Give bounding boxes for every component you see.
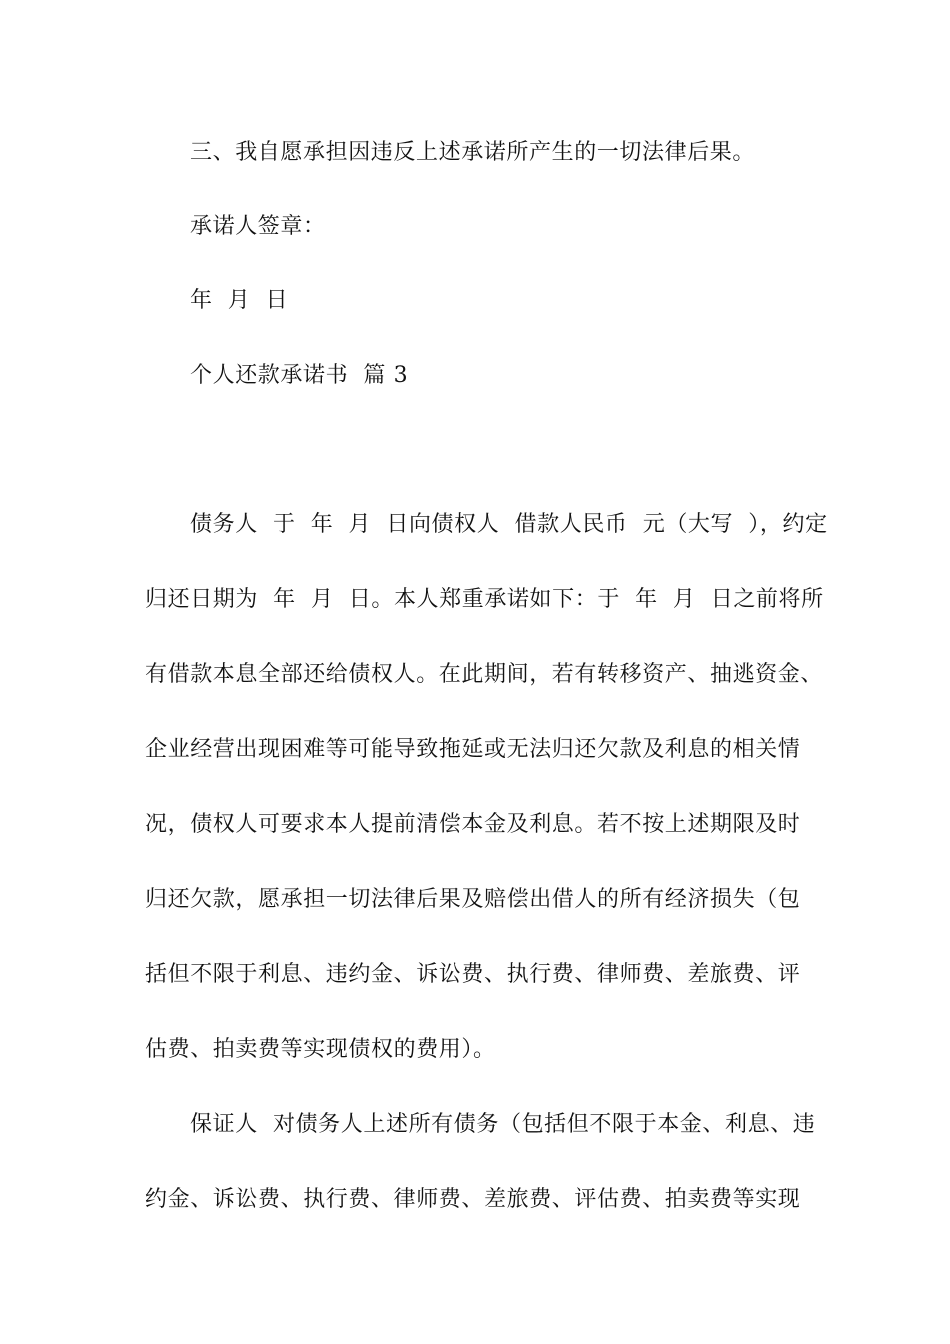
paragraph-line: 归还欠款，愿承担一切法律后果及赔偿出借人的所有经济损失（包 — [145, 887, 801, 912]
signature-label: 承诺人签章： — [190, 214, 326, 239]
section-title: 个人还款承诺书 篇 3 — [190, 363, 409, 388]
clause-three: 三、我自愿承担因违反上述承诺所产生的一切法律后果。 — [190, 140, 756, 165]
paragraph-line: 估费、拍卖费等实现债权的费用）。 — [145, 1037, 496, 1062]
date-line: 年 月 日 — [190, 288, 289, 313]
paragraph-line: 债务人 于 年 月 日向债权人 借款人民币 元（大写 ），约定 — [190, 512, 828, 537]
paragraph-line: 保证人 对债务人上述所有债务（包括但不限于本金、利息、违 — [190, 1112, 816, 1137]
paragraph-line: 归还日期为 年 月 日。本人郑重承诺如下：于 年 月 日之前将所 — [145, 587, 824, 612]
paragraph-line: 有借款本息全部还给债权人。在此期间，若有转移资产、抽逃资金、 — [145, 662, 824, 687]
paragraph-line: 企业经营出现困难等可能导致拖延或无法归还欠款及利息的相关情 — [145, 737, 801, 762]
paragraph-line: 况，债权人可要求本人提前清偿本金及利息。若不按上述期限及时 — [145, 812, 801, 837]
paragraph-line: 约金、诉讼费、执行费、律师费、差旅费、评估费、拍卖费等实现 — [145, 1187, 801, 1212]
paragraph-line: 括但不限于利息、违约金、诉讼费、执行费、律师费、差旅费、评 — [145, 962, 801, 987]
